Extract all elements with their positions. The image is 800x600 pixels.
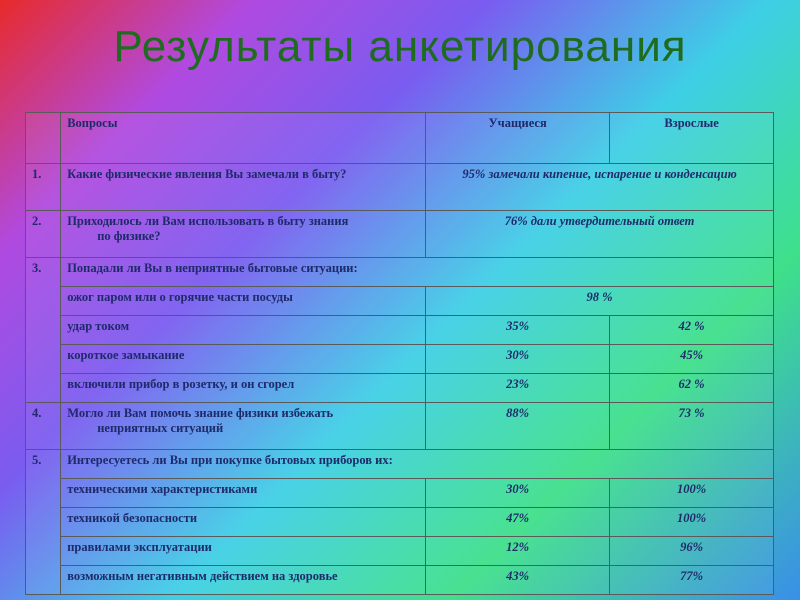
question-text xyxy=(61,403,426,450)
question-line: Приходилось ли Вам использовать в быту знания xyxy=(67,214,349,228)
sub-item-label: техникой безопасности xyxy=(61,508,426,537)
table-row xyxy=(26,258,774,287)
adults-value: 73 % xyxy=(610,403,774,450)
students-value: 43% xyxy=(426,566,610,595)
row-number: 3. xyxy=(26,258,61,403)
row-number: 2. xyxy=(26,211,61,258)
sub-item-label: правилами эксплуатации xyxy=(61,537,426,566)
question-line: Могло ли Вам помочь знание физики избежать xyxy=(67,406,334,420)
students-value: 47% xyxy=(426,508,610,537)
adults-value: 96% xyxy=(610,537,774,566)
table-row xyxy=(26,211,774,258)
table-row xyxy=(26,345,774,374)
answer-combined: 95% замечали кипение, испарение и конденсацию xyxy=(426,164,774,211)
table-row xyxy=(26,566,774,595)
table-row xyxy=(26,479,774,508)
sub-item-label: включили прибор в розетку, и он сгорел xyxy=(61,374,426,403)
adults-value: 100% xyxy=(610,479,774,508)
table-row xyxy=(26,374,774,403)
students-value: 23% xyxy=(426,374,610,403)
adults-value: 77% xyxy=(610,566,774,595)
row-number: 4. xyxy=(26,403,61,450)
row-number: 1. xyxy=(26,164,61,211)
question-text xyxy=(61,211,426,258)
adults-value: 100% xyxy=(610,508,774,537)
sub-item-label: удар током xyxy=(61,316,426,345)
students-value: 30% xyxy=(426,345,610,374)
survey-table xyxy=(25,112,774,595)
header-questions: Вопросы xyxy=(61,113,426,164)
question-text: Какие физические явления Вы замечали в быту? xyxy=(61,164,426,211)
students-value: 30% xyxy=(426,479,610,508)
sub-item-label: возможным негативным действием на здоровье xyxy=(61,566,426,595)
table-row xyxy=(26,450,774,479)
adults-value: 62 % xyxy=(610,374,774,403)
sub-item-label: техническими характеристиками xyxy=(61,479,426,508)
table-row xyxy=(26,287,774,316)
students-value: 12% xyxy=(426,537,610,566)
adults-value: 45% xyxy=(610,345,774,374)
students-value: 35% xyxy=(426,316,610,345)
answer-combined: 76% дали утвердительный ответ xyxy=(426,211,774,258)
students-value: 88% xyxy=(426,403,610,450)
sub-item-label: короткое замыкание xyxy=(61,345,426,374)
table-row xyxy=(26,537,774,566)
table-header-row xyxy=(26,113,774,164)
question-text: Попадали ли Вы в неприятные бытовые ситуации: xyxy=(61,258,774,287)
sub-item-label: ожог паром или о горячие части посуды xyxy=(61,287,426,316)
page-title: Результаты анкетирования xyxy=(113,22,687,71)
header-students: Учащиеся xyxy=(426,113,610,164)
header-adults: Взрослые xyxy=(610,113,774,164)
table-row xyxy=(26,508,774,537)
table-row xyxy=(26,403,774,450)
row-number: 5. xyxy=(26,450,61,595)
question-text: Интересуетесь ли Вы при покупке бытовых приборов их: xyxy=(61,450,774,479)
header-num xyxy=(26,113,61,164)
answer-combined: 98 % xyxy=(426,287,774,316)
question-line: по физике? xyxy=(97,229,161,243)
table-row xyxy=(26,164,774,211)
table-row xyxy=(26,316,774,345)
question-line: неприятных ситуаций xyxy=(97,421,224,435)
adults-value: 42 % xyxy=(610,316,774,345)
